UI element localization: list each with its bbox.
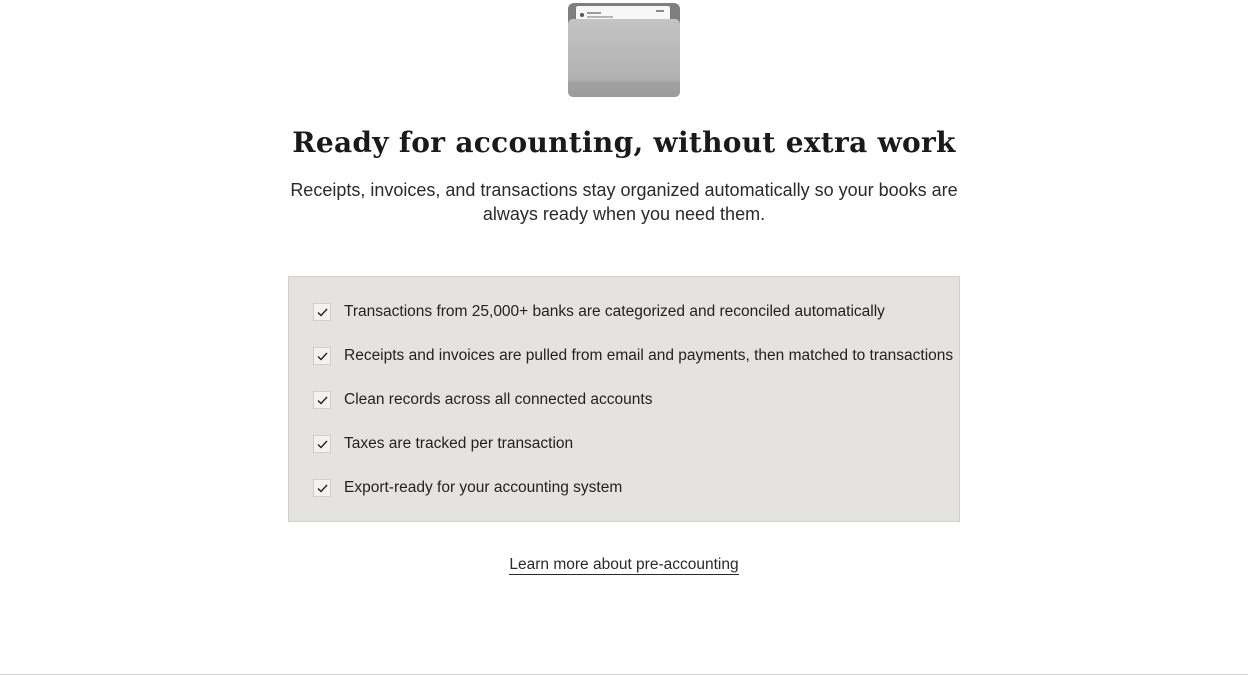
check-icon (313, 479, 331, 497)
feature-label: Export-ready for your accounting system (344, 479, 623, 496)
feature-list (288, 276, 960, 522)
feature-item (313, 389, 652, 411)
section-subtitle: Receipts, invoices, and transactions stay organized automatically so your books are always ready when you need them. (290, 180, 958, 224)
folder-icon (568, 19, 680, 97)
folder-illustration (568, 2, 680, 97)
feature-item (313, 433, 573, 455)
feature-label: Transactions from 25,000+ banks are categorized and reconciled automatically (344, 303, 885, 320)
check-icon (313, 391, 331, 409)
check-icon (313, 347, 331, 365)
check-icon (313, 303, 331, 321)
check-icon (313, 435, 331, 453)
feature-item (313, 345, 953, 367)
feature-item (313, 301, 885, 323)
feature-label: Receipts and invoices are pulled from email and payments, then matched to transactions (344, 347, 954, 364)
feature-item (313, 477, 622, 499)
feature-label: Clean records across all connected accounts (344, 391, 653, 408)
learn-more-link[interactable]: Learn more about pre-accounting (509, 556, 739, 573)
learn-more-container (0, 556, 1248, 574)
feature-label: Taxes are tracked per transaction (344, 435, 574, 452)
section-title: Ready for accounting, without extra work (292, 126, 956, 159)
